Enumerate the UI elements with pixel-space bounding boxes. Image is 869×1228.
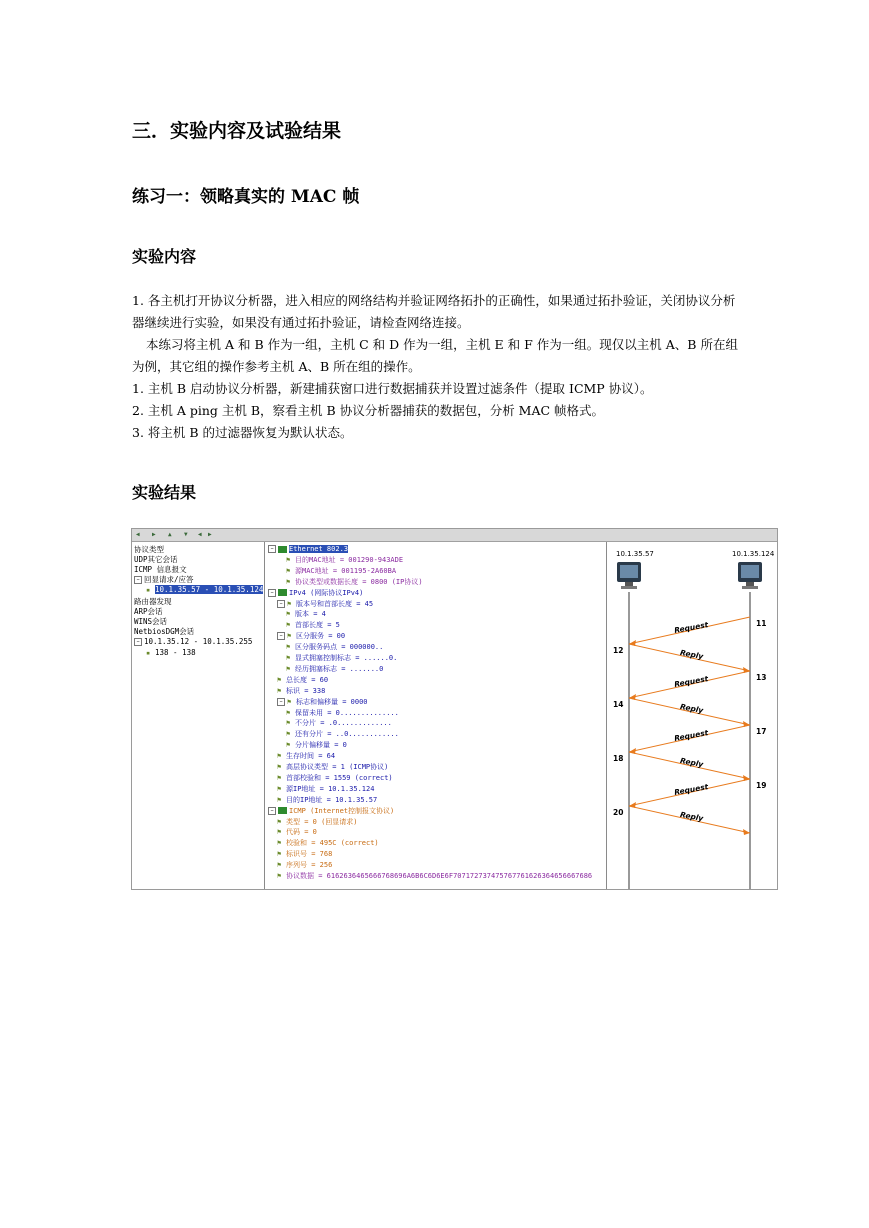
packet-field-text: 目的IP地址 = 10.1.35.57 (286, 795, 378, 804)
collapse-icon[interactable]: − (268, 545, 276, 553)
seq-number: 14 (613, 700, 624, 709)
packet-field-row[interactable] (277, 871, 592, 881)
seq-number: 12 (613, 646, 624, 655)
tree-item[interactable] (134, 637, 252, 646)
step-3: 3. 将主机 B 的过滤器恢复为默认状态。 (132, 425, 353, 440)
packet-field-row[interactable] (277, 762, 388, 772)
step-2: 2. 主机 A ping 主机 B，察看主机 B 协议分析器捕获的数据包，分析 MAC 帧格式。 (132, 403, 605, 418)
protocol-icon (278, 546, 287, 553)
seq-number: 13 (756, 673, 767, 682)
collapse-icon[interactable]: − (268, 807, 276, 815)
reply-label: Reply (679, 702, 704, 715)
monitor-right-icon (738, 562, 762, 589)
tree-item-label: 138 - 138 (155, 648, 196, 657)
monitor-left-icon (617, 562, 641, 589)
content-heading: 实验内容 (132, 247, 197, 266)
packet-field-text: Ethernet 802.3 (289, 545, 349, 553)
field-icon: ⚑ (286, 566, 291, 575)
tree-item[interactable] (146, 648, 196, 657)
packet-field-text: 目的MAC地址 = 001290-943ADE (295, 555, 404, 564)
reply-label: Reply (679, 648, 704, 661)
last-icon[interactable]: ▶ (208, 531, 212, 538)
packet-field-row[interactable] (277, 751, 335, 761)
packet-field-text: 标志和偏移量 = 0000 (296, 697, 368, 706)
seq-number: 17 (756, 727, 767, 736)
field-icon: ⚑ (286, 730, 291, 739)
packet-field-text: 经历拥塞标志 = .......0 (295, 664, 384, 673)
field-icon: ⚑ (286, 610, 291, 619)
field-icon: ⚑ (287, 599, 292, 608)
packet-field-text: 高层协议类型 = 1 (ICMP协议) (286, 763, 389, 771)
step-1: 1. 主机 B 启动协议分析器，新建捕获窗口进行数据捕获并设置过滤条件（提取 ICMP 协议）。 (132, 381, 653, 396)
sequence-svg (608, 542, 777, 889)
packet-field-text: 校验和 = 495C (correct) (286, 839, 379, 848)
packet-field-row[interactable] (277, 599, 373, 609)
packet-field-text: 标识号 = 768 (286, 850, 333, 859)
packet-field-row[interactable] (277, 838, 379, 848)
protocol-icon (278, 589, 287, 596)
packet-field-text: 版本 = 4 (295, 610, 326, 619)
tree-item[interactable]: WINS会话 (134, 617, 168, 626)
field-icon: ⚑ (277, 773, 282, 782)
packet-field-text: 源IP地址 = 10.1.35.124 (286, 784, 375, 793)
packet-field-row[interactable] (286, 729, 399, 739)
seq-number: 11 (756, 619, 767, 628)
field-icon: ⚑ (277, 839, 282, 848)
tree-item[interactable]: 协议类型 (134, 545, 164, 554)
packet-field-row[interactable] (286, 653, 397, 663)
host-left-ip: 10.1.35.57 (616, 550, 654, 558)
packet-detail-tree (266, 542, 607, 889)
packet-field-text: 首部校验和 = 1559 (correct) (286, 773, 393, 782)
tree-item-label: 回显请求/应答 (144, 575, 194, 584)
collapse-icon[interactable]: − (268, 589, 276, 597)
seq-number: 18 (613, 754, 624, 763)
field-icon: ⚑ (286, 654, 291, 662)
packet-field-text: 总长度 = 60 (286, 675, 329, 684)
tree-item-label: 10.1.35.57 - 10.1.35.124 (155, 585, 264, 594)
field-icon: ⚑ (277, 861, 282, 870)
packet-field-text: IPv4 (网际协议IPv4) (289, 588, 364, 597)
result-heading: 实验结果 (132, 483, 197, 502)
tree-item[interactable]: UDP其它会话 (134, 555, 178, 564)
paragraph-2: 本练习将主机 A 和 B 作为一组，主机 C 和 D 作为一组，主机 E 和 F 作为一组。现仅以主机 A、B 所在组为例，其它组的操作参考主机 A、B 所在组的操作。 (132, 337, 738, 374)
field-icon: ⚑ (287, 697, 292, 706)
packet-field-row[interactable] (277, 773, 393, 783)
packet-field-text: 区分服务码点 = 000000.. (295, 643, 384, 652)
packet-field-text: 协议数据 = 6162636465666768696A6B6C6D6E6F707172737475767761626364656667686 (286, 872, 593, 880)
packet-field-row[interactable] (286, 555, 403, 565)
packet-field-row[interactable] (277, 849, 332, 859)
packet-field-row[interactable] (277, 675, 328, 685)
packet-field-text: 分片偏移量 = 0 (295, 741, 347, 750)
field-icon: ⚑ (277, 763, 282, 771)
field-icon: ⚑ (277, 817, 282, 826)
packet-field-text: 保留未用 = 0.............. (295, 708, 399, 717)
back-icon[interactable]: ◀ (136, 531, 140, 538)
section-heading: 三．实验内容及试验结果 (132, 120, 342, 142)
packet-field-row[interactable] (277, 795, 377, 805)
packet-field-text: 标识 = 338 (286, 686, 326, 695)
packet-field-row[interactable] (268, 806, 394, 816)
packet-field-row[interactable] (286, 566, 396, 576)
packet-field-row[interactable] (286, 718, 392, 728)
packet-field-row[interactable] (286, 664, 383, 674)
field-icon: ⚑ (277, 752, 282, 761)
host-icon: ▪ (146, 649, 151, 657)
protocol-icon (278, 807, 287, 814)
reply-label: Reply (679, 810, 704, 823)
packet-field-text: ICMP (Internet控制报文协议) (289, 806, 395, 815)
packet-field-text: 类型 = 0 (回显请求) (286, 817, 358, 826)
tree-item[interactable]: NetbiosDGM会话 (134, 627, 195, 636)
collapse-icon[interactable]: − (277, 600, 285, 608)
packet-field-text: 首部长度 = 5 (295, 621, 340, 630)
field-icon: ⚑ (277, 686, 282, 695)
request-label: Request (673, 674, 709, 689)
request-label: Request (673, 620, 709, 635)
packet-field-row[interactable] (286, 609, 326, 619)
packet-field-row[interactable] (277, 817, 358, 827)
packet-field-text: 不分片 = .0............. (295, 719, 392, 728)
packet-field-row[interactable] (277, 827, 317, 837)
packet-field-row[interactable] (277, 697, 368, 707)
collapse-icon[interactable]: − (134, 576, 142, 584)
protocol-analyzer-screenshot (131, 528, 778, 890)
content-text (132, 290, 742, 444)
sequence-diagram (608, 542, 777, 889)
seq-number: 19 (756, 781, 767, 790)
field-icon: ⚑ (277, 675, 282, 684)
field-icon: ⚑ (277, 795, 282, 804)
toolbar (132, 529, 777, 542)
field-icon: ⚑ (286, 555, 291, 564)
field-icon: ⚑ (277, 828, 282, 837)
collapse-icon[interactable]: − (277, 632, 285, 640)
packet-field-text: 序列号 = 256 (286, 861, 333, 870)
arrowhead-icon (743, 829, 750, 835)
packet-field-row[interactable] (277, 686, 325, 696)
packet-field-row[interactable] (268, 588, 363, 598)
first-icon[interactable]: ◀ (198, 531, 202, 538)
field-icon: ⚑ (277, 784, 282, 793)
field-icon: ⚑ (287, 632, 292, 641)
packet-field-row[interactable] (286, 642, 383, 652)
tree-item-label: 10.1.35.12 - 10.1.35.255 (144, 637, 253, 646)
field-icon: ⚑ (286, 741, 291, 750)
tree-item[interactable]: 路由器发现 (134, 597, 172, 606)
packet-field-text: 协议类型或数据长度 = 0800 (IP协议) (295, 577, 423, 586)
session-tree (132, 542, 265, 889)
field-icon: ⚑ (286, 719, 291, 728)
tree-item-selected[interactable] (146, 585, 263, 594)
field-icon: ⚑ (277, 850, 282, 859)
packet-field-text: 代码 = 0 (286, 828, 317, 837)
field-icon: ⚑ (286, 577, 291, 586)
packet-field-text: 生存时间 = 64 (286, 752, 336, 761)
exercise-heading: 练习一：领略真实的 MAC 帧 (132, 187, 360, 207)
field-icon: ⚑ (286, 643, 291, 652)
collapse-icon[interactable]: − (134, 638, 142, 646)
packet-field-row[interactable] (277, 860, 332, 870)
packet-field-row[interactable] (268, 544, 348, 554)
reply-label: Reply (679, 756, 704, 769)
packet-field-row[interactable] (277, 784, 374, 794)
collapse-icon[interactable]: − (277, 698, 285, 706)
packet-field-row[interactable] (286, 577, 423, 587)
field-icon: ⚑ (286, 708, 291, 717)
packet-field-row[interactable] (286, 708, 399, 718)
packet-field-text: 还有分片 = ..0............ (295, 730, 399, 739)
packet-field-text: 区分服务 = 00 (296, 632, 346, 641)
request-label: Request (673, 728, 709, 743)
packet-field-row[interactable] (277, 631, 345, 641)
tree-item[interactable]: ARP会话 (134, 607, 163, 616)
field-icon: ⚑ (286, 664, 291, 673)
packet-field-row[interactable] (286, 620, 340, 630)
host-icon: ▪ (146, 586, 151, 594)
forward-icon[interactable]: ▶ (152, 531, 156, 538)
packet-field-text: 版本号和首部长度 = 45 (296, 599, 374, 608)
packet-field-text: 源MAC地址 = 001195-2A60BA (295, 566, 397, 575)
field-icon: ⚑ (277, 872, 282, 880)
up-icon[interactable]: ▲ (168, 531, 172, 538)
seq-number: 20 (613, 808, 624, 817)
field-icon: ⚑ (286, 621, 291, 630)
request-label: Request (673, 782, 709, 797)
tree-item[interactable]: ICMP 信息报文 (134, 565, 187, 574)
packet-field-text: 显式拥塞控制标志 = ......0. (295, 654, 398, 662)
paragraph-1: 1. 各主机打开协议分析器，进入相应的网络结构并验证网络拓扑的正确性，如果通过拓扑验证，关闭协议分析器继续进行实验，如果没有通过拓扑验证，请检查网络连接。 (132, 293, 736, 330)
down-icon[interactable]: ▼ (184, 531, 188, 538)
packet-field-row[interactable] (286, 740, 347, 750)
host-right-ip: 10.1.35.124 (732, 550, 775, 558)
tree-item[interactable] (134, 574, 194, 585)
